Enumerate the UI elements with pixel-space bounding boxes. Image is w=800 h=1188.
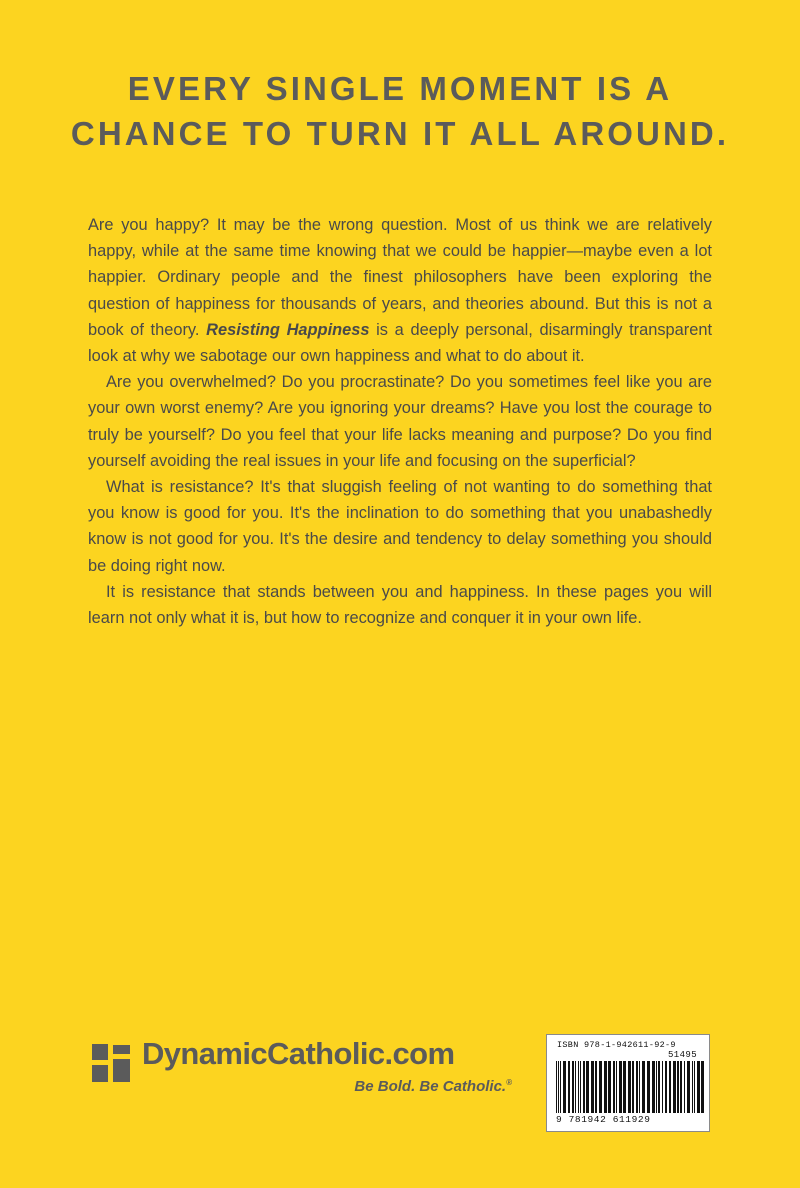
description-paragraph-1: [88, 212, 712, 369]
dynamic-catholic-squares-icon: [92, 1044, 130, 1082]
tagline-text: Be Bold. Be Catholic.: [354, 1078, 507, 1095]
page-headline: [60, 66, 740, 156]
barcode-bars: [556, 1061, 702, 1113]
price-code: 51495: [667, 1050, 697, 1060]
description-p1-before: Are you happy? It may be the wrong question. Most of us think we are relatively happy, while at the same time knowing that we could be happier—maybe even a lot happier. Ordinary people and the finest philosophers have been exploring the question of happiness for thousands of years, and theories abound. But this is not a book of theory.: [88, 216, 712, 339]
description-paragraph-4: It is resistance that stands between you and happiness. In these pages you will learn not only what it is, but how to recognize and conquer it in your own life.: [88, 582, 712, 628]
description-p1-after: is a deeply personal, disarmingly transparent look at why we sabotage our own happiness and what to do about it.: [88, 320, 713, 366]
book-description: [88, 212, 712, 631]
isbn-label: ISBN 978-1-942611-92-9: [557, 1040, 676, 1050]
book-title-mention: Resisting Happiness: [206, 320, 370, 339]
registered-mark: ®: [506, 1078, 512, 1087]
description-paragraph-2: Are you overwhelmed? Do you procrastinate? Do you sometimes feel like you are your own worst enemy? Are you ignoring your dreams? Have you lost the courage to truly be yourself? Do you feel that your life lacks meaning and purpose? Do you find yourself avoiding the real issues in your life and focusing on the superficial?: [88, 373, 712, 470]
publisher-logo: [92, 1036, 512, 1116]
headline-line-1: EVERY SINGLE MOMENT IS A: [127, 70, 673, 107]
ean-number: 9 781942 611929: [556, 1114, 651, 1125]
publisher-wordmark: DynamicCatholic.com: [142, 1036, 455, 1071]
barcode: [546, 1034, 710, 1132]
publisher-tagline: [142, 1078, 512, 1095]
headline-line-2: CHANCE TO TURN IT ALL AROUND.: [70, 115, 730, 152]
description-paragraph-3: What is resistance? It's that sluggish feeling of not wanting to do something that you know is good for you. It's the inclination to do something that you unabashedly know is not good for you. It's the desire and tendency to delay something you should be doing right now.: [88, 478, 712, 575]
